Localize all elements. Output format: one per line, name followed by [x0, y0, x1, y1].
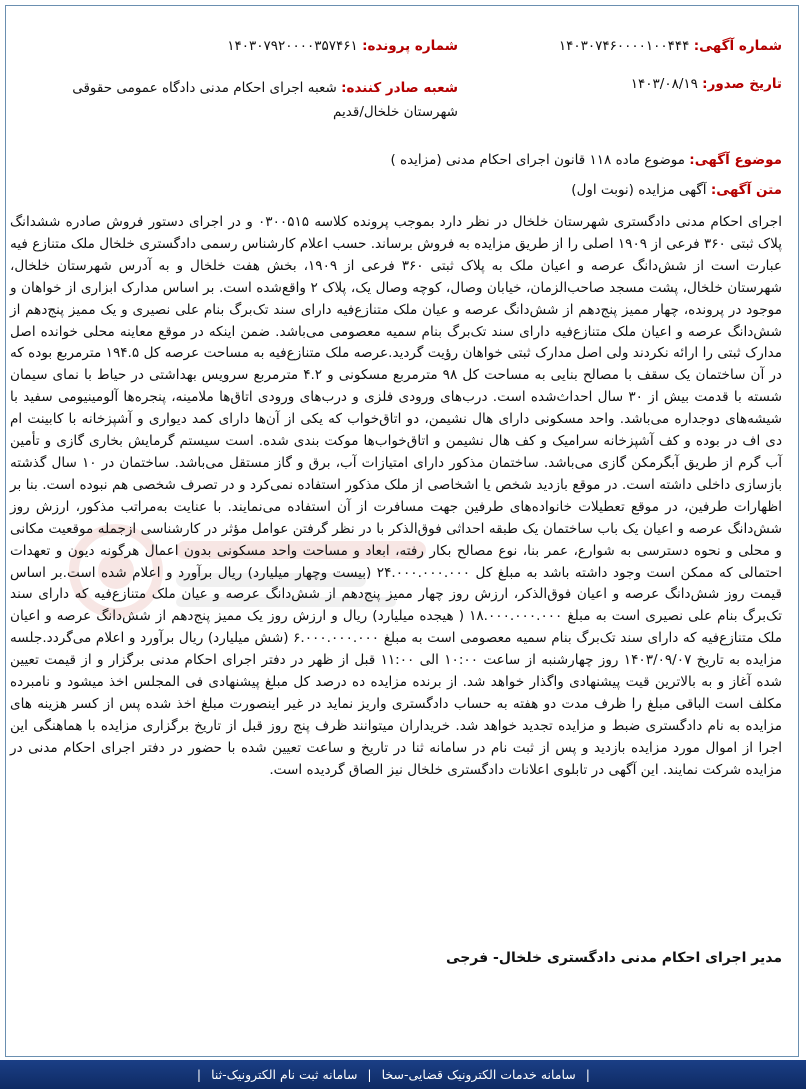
file-number-value: ۱۴۰۳۰۷۹۲۰۰۰۰۳۵۷۴۶۱	[227, 38, 358, 54]
notice-body: اجرای احکام مدنی دادگستری شهرستان خلخال در نظر دارد بموجب پرونده کلاسه ۰۳۰۰۵۱۵ و در اجرای دستور فروش صادره ششدانگ پلاک ثبتی ۳۶۰ فرعی از ۱۹۰۹ اصلی را از طریق مزایده به فروش برساند. حسب اعلام کارشناس رسمی دادگستری خلخال ملک متنازع فیه عبارت است از شش‌دانگ عرصه و اعیان ملک به پلاک ثبتی ۳۶۰ فرعی از ۱۹۰۹، بخش هفت خلخال و به آدرس شهرستان خلخال، شهرستان خلخال، پشت مسجد صاحب‌الزمان، خیابان وصال، کوچه وصال یک، پلاک ۲ واقع‌شده است. بر اساس مدارک ابزاری از خواهان و موجود در پرونده، چهار ممیز پنج‌دهم از شش‌دانگ عرصه و عیان ملک متنازع‌فیه دارای سند تک‌برگ بنام علی نصیری و یک ممیز پنج‌دهم از شش‌دانگ عرصه و اعیان ملک متنازع‌فیه دارای سند تک‌برگ بنام سمیه معصومی می‌باشد. ضمن اینکه در موقع معاینه محلی خوانده اصل مدارک ثبتی را ارائه نکردند ولی اصل مدارک ثبتی خواهان رؤیت گردید.عرصه ملک متنازع‌فیه به مساحت عرصه کل ۱۹۴.۵ مترمربع بوده که در آن ساختمان یک سقف با مصالح بنایی به مساحت کل ۹۸ مترمربع مسکونی و ۴.۲ مترمربع سرویس بهداشتی در حیاط با نمای سیمان شسته با قدمت بیش از ۳۰ سال احداث‌شده است. درب‌های ورودی فلزی و درب‌های ورودی اتاق‌ها ملامینه، پنجره‌ها آلومینیومی سفید با شیشه‌های دوجداره می‌باشد. واحد مسکونی دارای هال نشیمن، دو اتاق‌خواب که یکی از آن‌ها دارای کمد دیواری و آشپزخانه با کابینت ام دی اف در بوده و کف آشپزخانه سرامیک و کف هال نشیمن و اتاق‌خواب‌ها موکت بندی شده. است سیستم گرمایش بخاری گازی و تأمین آب گرم از طریق آبگرمکن گازی می‌باشد. ساختمان مذکور دارای امتیازات آب، برق و گاز مستقل می‌باشد. ساختمان در ۱۰ سال گذشته بازسازی داخلی داشته است. در موقع بازدید شخص یا اشخاصی از ملک مذکور استفاده نمی‌کرد و در تصرف شخصی هم نبوده است. بنا بر اظهارات طرفین، در موقع تعطیلات خانواده‌های طرفین جهت مسافرت از آن استفاده می‌نمایند. با عنایت به‌مراتب مذکور، ارزش روز شش‌دانگ عرصه و اعیان یک باب ساختمان یک طبقه احداثی فوق‌الذکر با در نظر گرفتن عوامل مؤثر در کارشناسی ازجمله موقعیت مکانی و محلی و نحوه دسترسی به شوارع، عمر بنا، نوع مصالح بکار رفته، ابعاد و مساحت واحد مسکونی بدون اعمال هرگونه دیون و تعهدات احتمالی که ممکن است وجود داشته باشد به مبلغ کل ۲۴.۰۰۰.۰۰۰.۰۰۰ (بیست وچهار میلیارد) ریال برآورد و اعلام شده است.بر اساس قیمت روز شش‌دانگ عرصه و اعیان فوق‌الذکر، ارزش روز چهار ممیز پنج‌دهم از شش‌دانگ عرصه و عیان ملک متنازع‌فیه که دارای سند تک‌برگ بنام علی نصیری است به مبلغ ۱۸.۰۰۰.۰۰۰.۰۰۰ ( هیجده میلیارد) ریال و ارزش روز یک ممیز پنج‌دهم از شش‌دانگ عرصه و اعیان ملک متنازع‌فیه که دارای سند تک‌برگ بنام سمیه معصومی است به مبلغ ۶.۰۰۰.۰۰۰.۰۰۰ (شش میلیارد) ریال برآورد و اعلام می‌گردد.جلسه مزایده به تاریخ ۱۴۰۳/۰۹/۰۷ روز چهارشنبه از ساعت ۱۰:۰۰ الی ۱۱:۰۰ قبل از ظهر در دفتر اجرای احکام مدنی برگزار و از قیمت تعیین شده آغاز و به بالاترین قیت پیشنهادی واگذار خواهد شد. از برنده مزایده ده درصد کل مبلغ پیشنهادی فی المجلس اخذ میشود و نامبرده مکلف است الباقی مبلغ را ظرف مدت دو هفته به حساب دادگستری واریز نماید در غیر اینصورت مبلغ اخذ شده پس از کسر هزینه های مزایده به نام دادگستری ضبط و مزایده تجدید خواهد شد. خریداران میتوانند ظرف پنج روز قبل از تاریخ برگزاری مزایده با هماهنگی این اجرا از اموال مورد مزایده بازدید و پس از ثبت نام در سامانه ثنا در تاریخ و ساعت تعیین شده با حضور در دفتر اجرای احکام مدنی در مزایده شرکت نمایند. این آگهی در تابلوی اعلانات دادگستری خلخال نیز الصاق گردیده است.	[10, 214, 783, 778]
footer-separator: |	[367, 1067, 372, 1082]
issuer-label: شعبه صادر کننده:	[341, 80, 458, 96]
footer-bar	[0, 1060, 806, 1089]
subject	[390, 152, 782, 168]
footer-separator: |	[196, 1067, 202, 1082]
issue-date-value: ۱۴۰۳/۰۸/۱۹	[630, 76, 698, 92]
footer-separator: |	[585, 1067, 590, 1082]
notice-title	[571, 182, 782, 198]
subject-label: موضوع آگهی:	[689, 152, 782, 168]
signature: مدیر اجرای احکام مدنی دادگستری خلخال- فرجی	[446, 950, 782, 966]
notice-frame	[5, 5, 799, 1057]
ad-number	[559, 38, 782, 54]
text-title-value: آگهی مزایده (نوبت اول)	[571, 182, 707, 198]
ad-number-value: ۱۴۰۳۰۷۴۶۰۰۰۰۱۰۰۴۴۴	[558, 38, 690, 54]
issuer-value: شعبه اجرای احکام مدنی دادگاه عمومی حقوقی شهرستان خلخال/قدیم	[72, 80, 458, 120]
issue-date-label: تاریخ صدور:	[702, 76, 782, 92]
ad-number-label: شماره آگهی:	[693, 38, 782, 54]
file-number	[227, 38, 458, 54]
issue-date	[631, 76, 782, 92]
file-number-label: شماره پرونده:	[362, 38, 458, 54]
issuer	[38, 76, 458, 124]
footer-link-sana[interactable]: سامانه ثبت نام الکترونیک-ثنا	[211, 1067, 358, 1082]
subject-value: موضوع ماده ۱۱۸ قانون اجرای احکام مدنی (مزایده )	[390, 152, 685, 168]
footer-link-sakha[interactable]: سامانه خدمات الکترونیک قضایی-سخا	[381, 1067, 576, 1082]
text-label: متن آگهی:	[710, 182, 782, 198]
